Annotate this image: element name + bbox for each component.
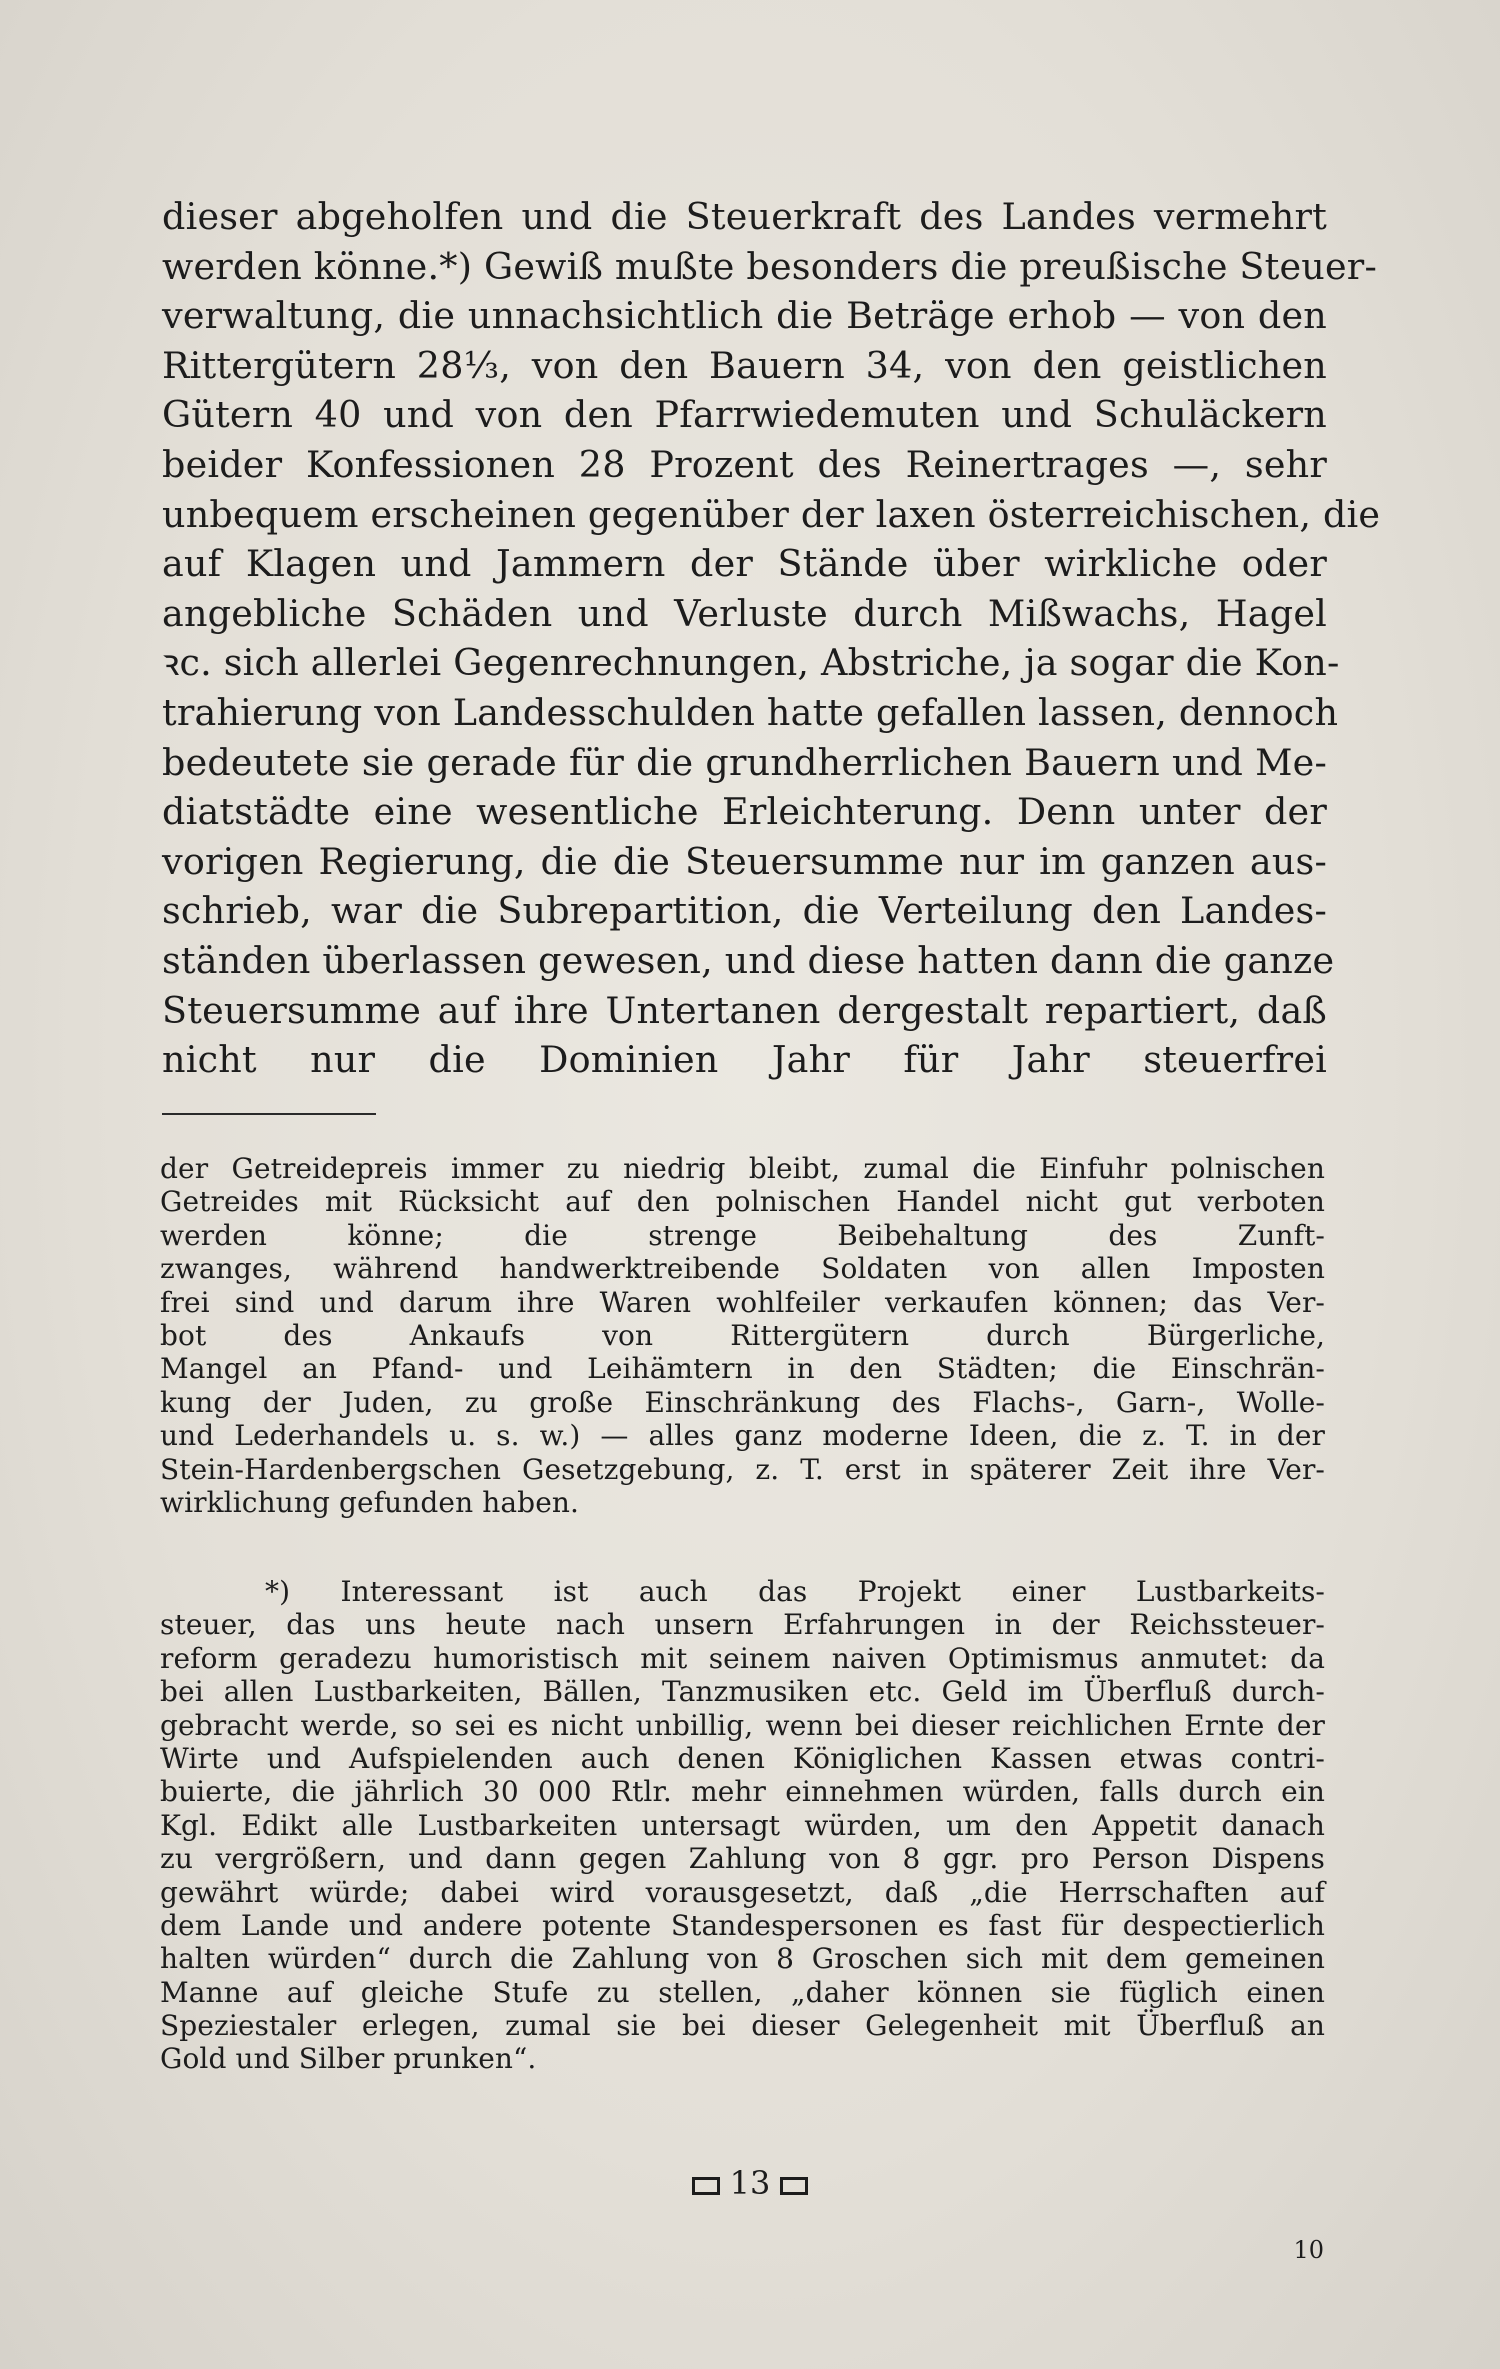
footnote-line: zu vergrößern, und dann gegen Zahlung von 8 ggr. pro Person Dispens: [160, 1842, 1325, 1876]
footnote-line: Mangel an Pfand- und Leihämtern in den Städten; die Einschrän-: [160, 1352, 1325, 1386]
footnote-line: halten würden“ durch die Zahlung von 8 Groschen sich mit dem gemeinen: [160, 1942, 1325, 1976]
main-text-line: auf Klagen und Jammern der Stände über wirkliche oder: [162, 542, 1327, 586]
square-ornament-icon: [780, 2177, 808, 2195]
footnote-line: Stein-Hardenbergschen Gesetzgebung, z. T. erst in späterer Zeit ihre Ver-: [160, 1452, 1325, 1486]
footnote-continued: [160, 1152, 1325, 1519]
main-text-line: schrieb, war die Subrepartition, die Verteilung den Landes-: [162, 889, 1327, 933]
footnote-line: gewährt würde; dabei wird vorausgesetzt, daß „die Herrschaften auf: [160, 1875, 1325, 1909]
footnote-line: Manne auf gleiche Stufe zu stellen, „daher können sie füglich einen: [160, 1975, 1325, 2009]
page-number: 13: [729, 2164, 771, 2202]
main-text-line: verwaltung, die unnachsichtlich die Beträge erhob — von den: [162, 294, 1327, 338]
main-text-line: diatstädte eine wesentliche Erleichterung. Denn unter der: [162, 790, 1327, 834]
footnote-line: Wirte und Aufspielenden auch denen Königlichen Kassen etwas contri-: [160, 1741, 1325, 1775]
main-text-line: trahierung von Landesschulden hatte gefallen lassen, dennoch: [162, 690, 1339, 734]
main-text-line: beider Konfessionen 28 Prozent des Reinertrages —, sehr: [162, 442, 1327, 486]
footnote-line: gebracht werde, so sei es nicht unbillig, wenn bei dieser reichlichen Ernte der: [160, 1708, 1325, 1742]
main-text-line: bedeutete sie gerade für die grundherrlichen Bauern und Me-: [162, 740, 1327, 784]
footnote-line: bot des Ankaufs von Rittergütern durch Bürgerliche,: [160, 1318, 1325, 1352]
footnote-line: kung der Juden, zu große Einschränkung des Flachs-, Garn-, Wolle-: [160, 1385, 1325, 1419]
main-text-line: Steuersumme auf ihre Untertanen dergestalt repartiert, daß: [162, 988, 1327, 1032]
footnote-line: und Lederhandels u. s. w.) — alles ganz moderne Ideen, die z. T. in der: [160, 1419, 1325, 1453]
footnote-line: der Getreidepreis immer zu niedrig bleibt, zumal die Einfuhr polnischen: [160, 1152, 1325, 1185]
footnote-line: werden könne; die strenge Beibehaltung des Zunft-: [160, 1218, 1325, 1252]
footnote-star: [160, 1575, 1325, 2076]
footnote-line: reform geradezu humoristisch mit seinem naiven Optimismus anmutet: da: [160, 1641, 1325, 1675]
main-text-line: angebliche Schäden und Verluste durch Mißwachs, Hagel: [162, 591, 1327, 635]
footnote-line: wirklichung gefunden haben.: [160, 1485, 579, 1519]
main-text-line: unbequem erscheinen gegenüber der laxen österreichischen, die: [162, 492, 1381, 536]
footnote-line: frei sind und darum ihre Waren wohlfeiler verkaufen können; das Ver-: [160, 1285, 1325, 1319]
main-text-line: Rittergütern 28⅓, von den Bauern 34, von den geistlichen: [162, 343, 1327, 387]
footnote-line: Getreides mit Rücksicht auf den polnischen Handel nicht gut verboten: [160, 1185, 1325, 1219]
footnote-line: *) Interessant ist auch das Projekt einer Lustbarkeits-: [265, 1575, 1325, 1608]
footnote-line: Speziestaler erlegen, zumal sie bei dieser Gelegenheit mit Überfluß an: [160, 2009, 1325, 2043]
footnote-line: Gold und Silber prunken“.: [160, 2042, 537, 2076]
main-text-line: ꝛc. sich allerlei Gegenrechnungen, Abstriche, ja sogar die Kon-: [162, 641, 1340, 685]
main-text-body: [162, 192, 1381, 1085]
footnote-line: zwanges, während handwerktreibende Soldaten von allen Imposten: [160, 1252, 1325, 1286]
main-text-line: vorigen Regierung, die die Steuersumme nur im ganzen aus-: [162, 839, 1327, 883]
main-text-line: Gütern 40 und von den Pfarrwiedemuten und Schuläckern: [162, 393, 1327, 437]
main-text-line: dieser abgeholfen und die Steuerkraft des Landes vermehrt: [162, 195, 1327, 238]
footnote-line: steuer, das uns heute nach unsern Erfahrungen in der Reichssteuer-: [160, 1608, 1325, 1642]
main-text-line: nicht nur die Dominien Jahr für Jahr steuerfrei: [162, 1038, 1327, 1082]
page-number-marker: [0, 2163, 1500, 2203]
square-ornament-icon: [692, 2177, 720, 2195]
footnote-separator-rule: [162, 1113, 376, 1115]
footnote-line: bei allen Lustbarkeiten, Bällen, Tanzmusiken etc. Geld im Überfluß durch-: [160, 1675, 1325, 1709]
footnote-line: buierte, die jährlich 30 000 Rtlr. mehr einnehmen würden, falls durch ein: [160, 1775, 1325, 1809]
footnote-line: Kgl. Edikt alle Lustbarkeiten untersagt würden, um den Appetit danach: [160, 1808, 1325, 1842]
footnote-line: dem Lande und andere potente Standespersonen es fast für despectierlich: [160, 1908, 1325, 1942]
main-text-line: werden könne.*) Gewiß mußte besonders die preußische Steuer-: [162, 244, 1377, 288]
sheet-number: 10: [1293, 2236, 1324, 2264]
main-text-line: ständen überlassen gewesen, und diese hatten dann die ganze: [162, 938, 1335, 982]
